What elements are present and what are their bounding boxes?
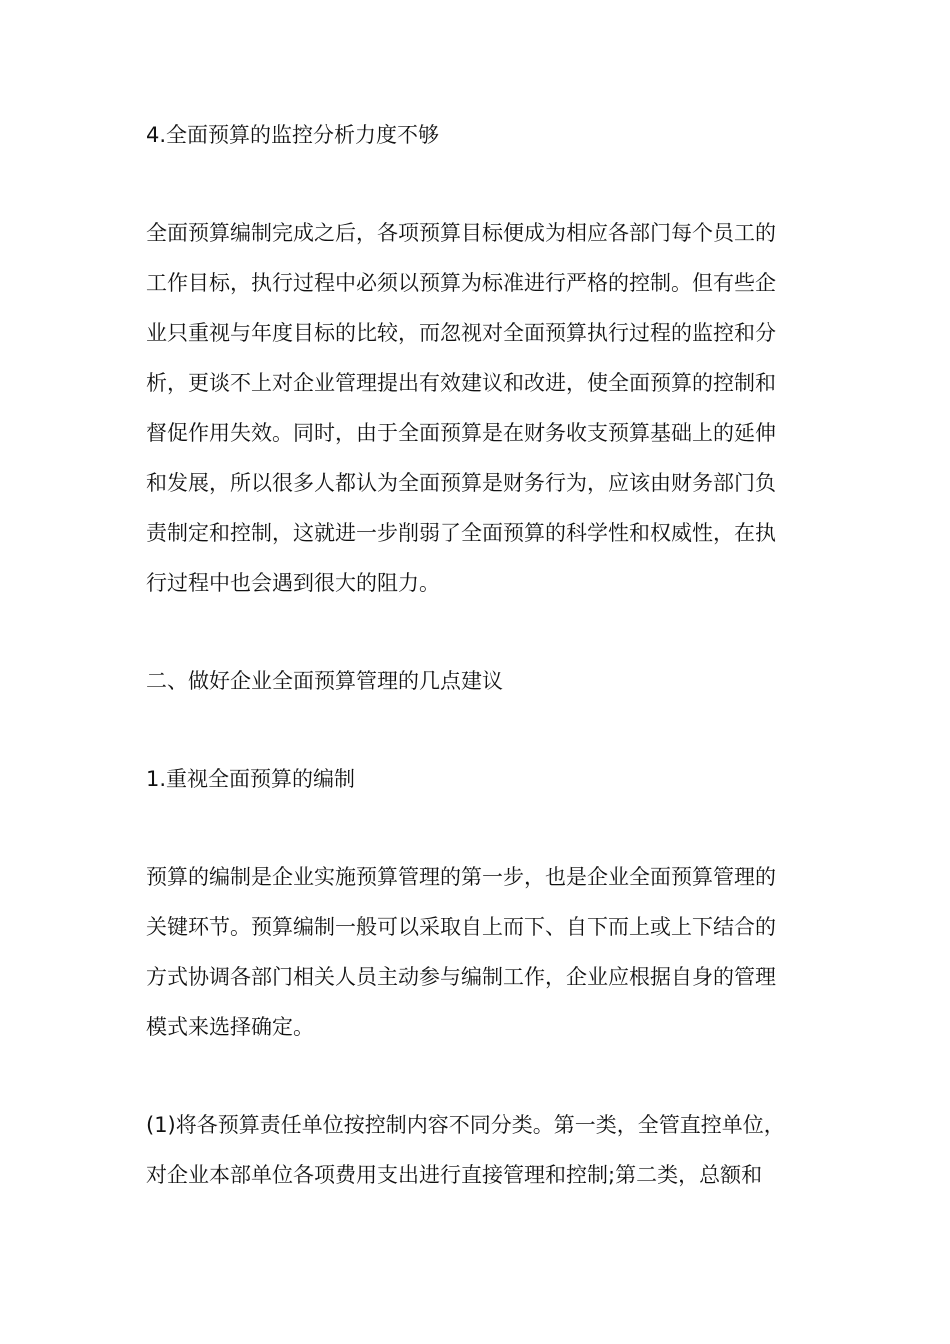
paragraph-line: 行过程中也会遇到很大的阻力。: [146, 571, 440, 595]
paragraph-line: 方式协调各部门相关人员主动参与编制工作，企业应根据自身的管理: [146, 965, 776, 989]
paragraph-line: (1)将各预算责任单位按控制内容不同分类。第一类，全管直控单位，: [146, 1113, 785, 1137]
paragraph-line: 模式来选择确定。: [146, 1015, 314, 1039]
paragraph-line: 业只重视与年度目标的比较，而忽视对全面预算执行过程的监控和分: [146, 321, 776, 345]
paragraph-line: 对企业本部单位各项费用支出进行直接管理和控制;第二类，总额和: [146, 1163, 763, 1187]
section-heading-4: 4.全面预算的监控分析力度不够: [146, 123, 440, 147]
paragraph-line: 责制定和控制，这就进一步削弱了全面预算的科学性和权威性，在执: [146, 521, 776, 545]
section-heading-suggestions: 二、做好企业全面预算管理的几点建议: [146, 669, 503, 693]
paragraph-budget-preparation: [146, 852, 810, 1052]
paragraph-line: 析，更谈不上对企业管理提出有效建议和改进，使全面预算的控制和: [146, 371, 776, 395]
paragraph-line: 预算的编制是企业实施预算管理的第一步，也是企业全面预算管理的: [146, 865, 776, 889]
subsection-heading-1: 1.重视全面预算的编制: [146, 767, 356, 791]
paragraph-line: 和发展，所以很多人都认为全面预算是财务行为，应该由财务部门负: [146, 471, 776, 495]
paragraph-monitoring: [146, 208, 810, 608]
paragraph-line: 全面预算编制完成之后，各项预算目标便成为相应各部门每个员工的: [146, 221, 776, 245]
paragraph-line: 工作目标，执行过程中必须以预算为标准进行严格的控制。但有些企: [146, 271, 776, 295]
document-page: [146, 110, 810, 1200]
paragraph-line: 关键环节。预算编制一般可以采取自上而下、自下而上或上下结合的: [146, 915, 776, 939]
paragraph-line: 督促作用失效。同时，由于全面预算是在财务收支预算基础上的延伸: [146, 421, 776, 445]
paragraph-classification: [146, 1100, 810, 1200]
